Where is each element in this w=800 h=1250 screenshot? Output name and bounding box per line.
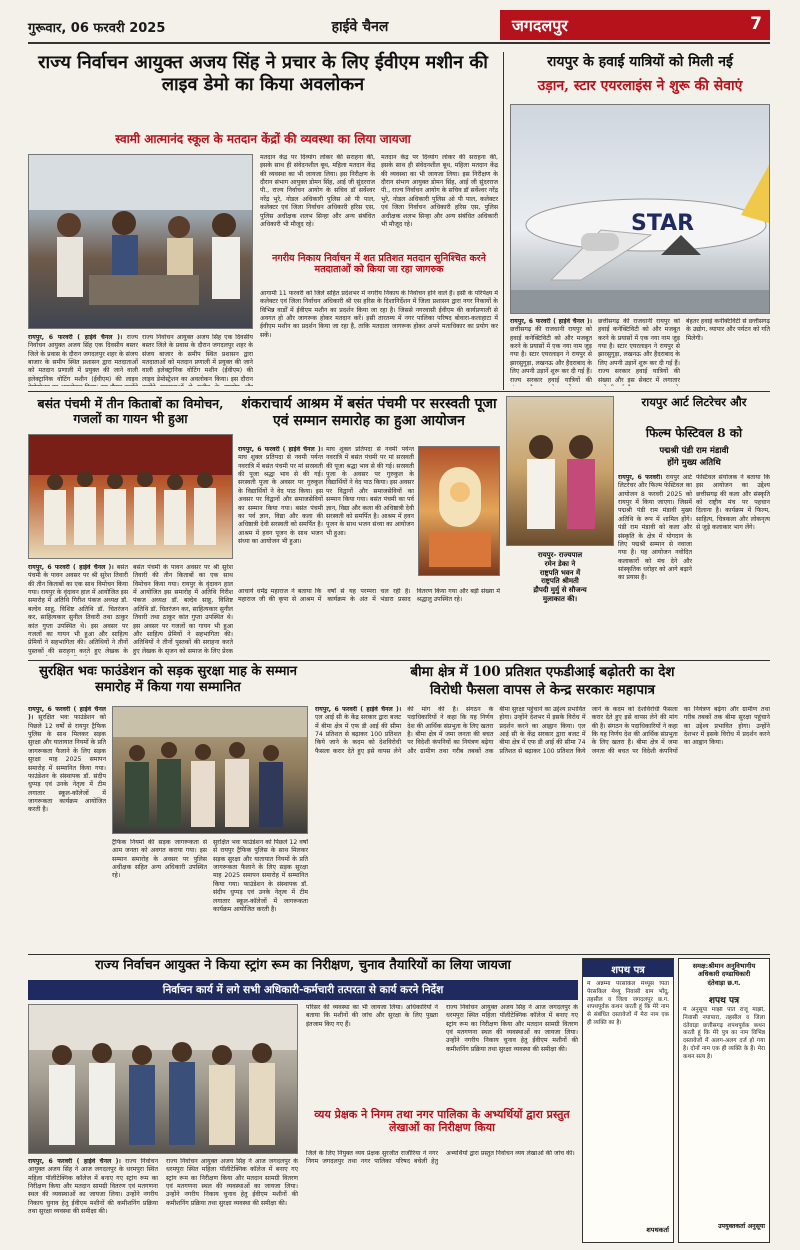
col-1 xyxy=(618,474,692,656)
affidavit-notice-2 xyxy=(678,958,770,1243)
airplane-icon xyxy=(511,105,770,314)
deity-figure xyxy=(419,447,500,576)
body-text: छत्तीसगढ़ की राजधानी रायपुर को हवाई कनेक्टिविटी को और मजबूत करने के प्रयासों में एक नया नाम जुड़ गया है। स्टार एयरलाइन ने रायपुर से झारसुगुड़ा, लखनऊ और हैदराबाद के लिए अपनी उड़ानें शुरू कर दी गई हैं। राज्य सरकार हवाई यात्रियों की xyxy=(510,326,592,384)
org-line-3: दंतेवाड़ा छ.ग. xyxy=(707,978,741,987)
masthead-rule xyxy=(28,42,770,44)
city-band xyxy=(500,10,770,40)
affidavit-notice-1 xyxy=(582,958,674,1243)
col-1 xyxy=(28,564,128,656)
row-rule-3 xyxy=(28,954,770,955)
body-text: राज्य निर्वाचन आयुक्त अजय सिंह एक दिवसीय बस्तर जिले के प्रवास के दौरान जगदलपुर शहर के संजय बाजार के समीप स्थित प्रशासन द्वारा मतदाताओं को मतदान प्रणाली में प्रयुक्त की जाने वाली इलेक्ट्रानिक वोटिंग मशीन (ईवीएम) की लाइव xyxy=(28,334,138,383)
col-2: माघ शुक्ल प्रतिपदा से नवमी पर्यन्त नवरात्रि में बसंत पंचमी पर मां सरस्वती की पूजा श्रद्धा भाव से की गई। सरस्वती पूजा के अवसर पर गुरुकुल के विद्यार्थियों ने वेद पाठ किया। इस अवसर पर विद्वानों और समाजसेवियों का सम्मान किया गया। बसंत पंचमी का पर्व ज्ञान, विद्या और कला की अधिष्ठात्री देवी सरस्वती को समर्पित है। आश्रम में हवन पूजन के साथ भजन संध्या का आयोजन भी हुआ। xyxy=(326,446,414,537)
notice-signature: शपथकर्ता xyxy=(646,1226,669,1234)
col-4: राज्य निर्वाचन आयुक्त अजय सिंह ने आज जगदलपुर के धरमपुरा स्थित महिला पॉलीटेक्निक कॉलेज में बनाए गए स्ट्रांग रूम का निरीक्षण किया और मतदान सामग्री वितरण एवं मतगणना स्थल की व्यवस्थाओं का जायजा लिया। उन्होंने नगरीय निकाय चुनाव हेतु ईवीएम मशीनों की कमीशनिंग प्रक्रिया तथा सुरक्षा व्यवस्था की समीक्षा की। xyxy=(446,1004,578,1053)
inspection-photo xyxy=(28,1004,298,1154)
row-rule-2 xyxy=(28,660,770,661)
svg-text:STAR: STAR xyxy=(631,211,695,236)
headline-2: फिल्म फेस्टिवल 8 को xyxy=(645,426,743,440)
body-text: सुरक्षित भवः फाउंडेशन को पिछले 12 वर्षों से रायपुर ट्रैफिक पुलिस के साथ मिलकर सड़क सुरक्षा और यातायात नियमों के प्रति जागरूकता फैलाने के लिए सड़क सुरक्षा माह 2025 समापन समारोह में सम्मानित किया गया। फाउंडेशन के संस्थापक डॉ. संदीप धुप्पड़ एवं उनके नेतृत्व में टीम लगातार स्कूल-कॉलेजों में जागरूकता कार्यक्रम आयोजित करती है। xyxy=(28,714,106,814)
caption-line-5: द्रौपदी मुर्मु से सौजन्य xyxy=(533,586,587,594)
caption-line-3: राष्ट्रपति भवन में xyxy=(539,568,581,577)
headline-2: उड़ान, स्टार एयरलाइंस ने शुरू की सेवाएं xyxy=(537,78,743,94)
caption-line-4: राष्ट्रपति श्रीमती xyxy=(541,577,579,586)
body-text: बसंत पंचमी के पावन अवसर पर श्री सुरेश तिवारी की तीन किताबों का एक साथ विमोचन किया गया। रायपुर के वृंदावन हाल में आयोजित इस समारोह में अतिथि गिरीश पंकज अध्यक्ष डॉ. बल्देव साहू, विशिष्ट अतिथि डॉ. चितरंजन कर, साहित्यकार सुनील तिवारी तथा ठाकुर कांत गुप्ता उपस्थित थे। इस अवसर पर गजलों का गायन भी हुआ और साहित्य प्रेमियों ने सहभागिता की। अतिथियों ने तीनों पुस्तकों की सराहना करते हुए लेखक के xyxy=(28,564,128,655)
article-governor-meeting xyxy=(506,396,614,656)
notice-title: शपथ पत्र xyxy=(611,965,645,976)
subhead: स्वामी आत्मानंद स्कूल के मतदान केंद्रों की व्यवस्था का लिया जायजा xyxy=(115,132,411,146)
col-1 xyxy=(510,318,592,386)
masthead xyxy=(0,0,800,50)
caption-line-6: मुलाकात की। xyxy=(542,594,578,603)
award-figures xyxy=(113,707,308,834)
headline: बीमा क्षेत्र में 100 प्रतिशत एफडीआई बढ़ोतरी का देश xyxy=(410,664,675,680)
col-2: बसंत पंचमी के पावन अवसर पर श्री सुरेश तिवारी की तीन किताबों का एक साथ विमोचन किया गया। रायपुर के वृंदावन हाल में आयोजित इस समारोह में अतिथि गिरीश पंकज अध्यक्ष डॉ. बल्देव साहू, विशिष्ट अतिथि डॉ. चितरंजन कर, साहित्यकार सुनील तिवारी तथा ठाकुर कांत गुप्ता उपस्थित थे। इस अवसर पर गजलों का गायन भी हुआ और साहित्य प्रेमियों ने सहभागिता की। अतिथियों ने तीनों पुस्तकों की सराहना करते हुए लेखक के सृजन को समाज के लिए प्रेरक xyxy=(133,564,233,655)
dateline: रायपुर, 6 फरवरी ( हाईवे चैनल )। xyxy=(510,318,592,325)
article-road-safety xyxy=(28,664,308,950)
notice-title: शपथ पत्र xyxy=(708,996,740,1006)
body-text: राज्य निर्वाचन आयुक्त अजय सिंह ने आज जगदलपुर के धरमपुरा स्थित महिला पॉलीटेक्निक कॉलेज में बनाए गए स्ट्रांग रूम का निरीक्षण किया और मतदान सामग्री वितरण एवं मतगणना स्थल की व्यवस्थाओं का जायजा लिया। उन्होंने नगरीय निकाय चुनाव हेतु ईवीएम मशीनों की कमीशनिंग प्रक्रिया तथा सुरक्षा व्यवस्था की समीक्षा की। xyxy=(28,1158,158,1216)
col-5: जिले के लिए नियुक्त व्यय प्रेक्षक सुरजीत राजौरिया ने नगर निगम जगदलपुर तथा नगर पालिका परिषद बचेली हेतु अभ्यर्थियों द्वारा प्रस्तुत निर्वाचन व्यय लेखाओं की जांच की। xyxy=(306,1150,575,1166)
headline: राज्य निर्वाचन आयुक्त ने किया स्ट्रांग रूम का निरीक्षण, चुनाव तैयारियों का लिया जायजा xyxy=(95,958,511,973)
col-1 xyxy=(28,706,106,950)
instruction-band xyxy=(28,980,578,1000)
caption-line-1: रायपुर- राज्यपाल xyxy=(537,551,583,559)
caption-line-2: रमेन डेका ने xyxy=(544,559,576,568)
col-2: फेस्टिवल संयोजक ने बताया कि इस आयोजन का उद्देश्य छत्तीसगढ़ की कला और संस्कृति को राष्ट्रीय मंच पर पहचान दिलाना है। कार्यक्रम में फिल्म, साहित्य, चित्रकला और लोकनृत्य से जुड़े कलाकार भाग लेंगे। xyxy=(696,474,770,532)
dateline: रायपुर, 6 फरवरी ( हाईवे चैनल )। xyxy=(28,334,123,341)
col-3: आचार्य धर्मेंद्र महाराज ने बताया कि महाराज जी की कृपा से आश्रम में वर्षों से यह परम्परा चल रही है। कार्यक्रम के अंत में भंडारा प्रसाद वितरण किया गया और बड़ी संख्या में श्रद्धालु उपस्थित रहे। xyxy=(238,588,500,604)
notice-body: मैं अनुसूया मांझी पति राजू मांझी, निवासी नयापारा, तहसील व जिला दंतेवाड़ा छत्तीसगढ़ शपथपूर्वक कथन करती हूं कि मेरे पुत्र का नाम विभिन्न दस्तावेजों में अलग-अलग दर्ज हो गया है। दोनों नाम एक ही व्यक्ति के हैं। मेरा कथन सत्य है। xyxy=(683,1007,765,1060)
row-rule xyxy=(28,391,770,392)
evm-photo-figures xyxy=(29,155,253,329)
award-photo xyxy=(112,706,308,834)
dateline: रायपुर, 6 फरवरी ( हाईवे चैनल )। xyxy=(238,446,323,453)
col-2: ट्रैफिक नियमों की सड़क जागरूकता से आम जनता को अवगत कराया गया। इस सम्मान समारोह के अवसर पर पुलिस अधीक्षक सहित अन्य अधिकारी उपस्थित रहे। xyxy=(112,839,207,880)
subhead-2: व्यय प्रेक्षक ने निगम तथा नगर पालिका के अभ्यर्थियों द्वारा प्रस्तुत लेखाओं का निरीक्षण किया xyxy=(314,1108,570,1135)
article-strong-room xyxy=(28,958,578,1243)
headline: रायपुर के हवाई यात्रियों को मिली नई xyxy=(547,54,733,70)
org-line-2: अधिकारी दण्डाधिकारी xyxy=(697,970,751,979)
notice-title-band xyxy=(583,959,673,977)
book-launch-photo xyxy=(28,434,233,559)
headline: राज्य निर्वाचन आयुक्त अजय सिंह ने प्रचार के लिए ईवीएम मशीन की लाइव डेमो का किया अवलोकन xyxy=(38,52,488,95)
article-saraswati-puja xyxy=(238,396,500,656)
body-text-continued: एल आई सी के केंद्र सरकार द्वारा बजट में बीमा क्षेत्र में एफ डी आई की सीमा 74 प्रतिशत से बढ़ाकर 100 प्रतिशत किये जाने के कदम को देशविरोधी फैसला करार देते हुए इसे वापस लेने की मांग की है। संगठन के पदाधिकारियों ने कहा कि यह निर्णय देश की आर्थिक संप्रभुता के लिए खतरा है। बीमा क्षेत्र में जमा जनता की बचत पर विदेशी कंपनियों का नियंत्रण बढ़ेगा और ग्रामीण तथा गरीब तबकों तक बीमा सुरक्षा पहुंचाने का उद्देश्य प्रभावित होगा। उन्होंने देशभर में इसके विरोध में प्रदर्शन करने का आह्वान किया। xyxy=(499,706,770,755)
notice-org xyxy=(679,962,769,987)
governor-figures xyxy=(507,397,614,546)
col-1 xyxy=(28,334,138,386)
headline: शंकराचार्य आश्रम में बसंत पंचमी पर सरस्वती पूजा एवं सम्मान समारोह का हुआ आयोजन xyxy=(241,396,497,429)
col-3: बेहतर हवाई कनेक्टिविटी से छत्तीसगढ़ के उद्योग, व्यापार और पर्यटन को गति मिलेगी। xyxy=(686,318,770,342)
body-text: माघ शुक्ल प्रतिपदा से नवमी पर्यन्त नवरात्रि में बसंत पंचमी पर मां सरस्वती की पूजा श्रद्धा भाव से की गई। सरस्वती पूजा के अवसर पर गुरुकुल के विद्यार्थियों ने वेद पाठ किया। इस अवसर पर विद्वानों और समाजसेवियों का सम्मान किया गया। बसंत पंचमी का पर्व ज्ञान, विद्या और कला की अधिष्ठात्री देवी सरस्वती को समर्पित है। आश्रम में हवन पूजन के साथ भजन संध्या का आयोजन भी हुआ। xyxy=(238,454,323,545)
article-book-launch xyxy=(28,396,233,656)
notice-body: मैं अन्नम्मा पेरसकिल मेथ्यूस पिता पेरसकिल मेथ्यू निवासी ग्राम भोंदू, तहसील व जिला जगदलपुर छ.ग. शपथपूर्वक कथन करती हूं कि मेरे नाम से संबंधित दस्तावेजों में मेरा नाम एक ही व्यक्ति का है। xyxy=(587,981,669,1027)
dateline: रायपुर, 6 फरवरी। xyxy=(618,474,663,481)
body-text: राज्य निर्वाचन आयुक्त अजय सिंह एक दिवसीय बस्तर जिले के प्रवास के दौरान जगदलपुर शहर के संजय बाजार के समीप स्थित प्रशासन द्वारा मतदाताओं को मतदान प्रणाली में प्रयुक्त की जाने वाली इलेक्ट्रानिक वोटिंग मशीन (ईवीएम) की लाइव डेमोस्ट्रेशन का अवलोकन किया। इस दौरान xyxy=(142,334,253,383)
paper-name: हाईवे चैनल xyxy=(331,19,389,35)
inspection-figures xyxy=(29,1005,298,1154)
body-text: एल आई सी के केंद्र सरकार द्वारा बजट में बीमा क्षेत्र में एफ डी आई की सीमा 74 प्रतिशत से बढ़ाकर 100 प्रतिशत किये जाने के कदम को देशविरोधी फैसला करार देते हुए इसे वापस लेने की मांग की है। संगठन के पदाधिकारियों ने कहा कि यह निर्णय देश की आर्थिक संप्रभुता के लिए खतरा है। बीमा क्षेत्र में जमा जनता की बचत पर विदेशी कंपनियों का नियंत्रण बढ़ेगा और ग्रामीण तथा गरीब तबकों तक बीमा सुरक्षा पहुंचाने का उद्देश्य प्रभावित होगा। उन्होंने देशभर में इसके विरोध में प्रदर्शन करने का आह्वान किया। xyxy=(315,706,586,755)
headline: बसंत पंचमी में तीन किताबों का विमोचन, गजलों का गायन भी हुआ xyxy=(37,396,224,426)
evm-photo xyxy=(28,154,253,329)
city-name: जगदलपुर xyxy=(512,16,568,35)
dateline: रायपुर, 6 फरवरी ( हाईवे चैनल )। xyxy=(28,1158,121,1165)
subhead: पद्मश्री पंडी राम मंडावी xyxy=(659,446,729,456)
col-3: मतदान केंद्र पर दिव्यांग लोकर की सराहना की, इसके साथ ही संवेदनशील बूथ, महिला मतदान केंद्र की व्यवस्था का भी जायजा लिया। इस निरीक्षण के दौरान संभाग आयुक्त डोमन सिंह, आई जी सुंदरराज पी., राज्य निर्वाचन आयोग के सचिव डॉ सर्वेश्वर नरेंद्र भुरे, नोडल अधिकारी पुलिस ओ पी पाल, कलेक्टर एवं जिला निर्वाचन अधिकारी हरिस एस, पुलिस अधीक्षक शलभ सिन्हा और अन्य संबंधित अधिकारी भी मौजूद रहे। xyxy=(260,154,375,228)
aircraft-photo xyxy=(510,104,770,314)
book-launch-figures xyxy=(29,435,233,559)
article-star-air xyxy=(510,52,770,387)
col-2 xyxy=(142,334,253,386)
headline-2: विरोधी फैसला वापस ले केन्द्र सरकारः महापात्र xyxy=(430,682,655,698)
org-line-1: समक्ष:श्रीमान अनुविभागीय xyxy=(692,962,756,970)
col-3: परिसर की व्यवस्था का भी जायजा लिया। अधिकारियों ने बताया कि मशीनों की जांच और सुरक्षा के लिए पुख्ता इंतजाम किए गए हैं। xyxy=(306,1004,438,1028)
article-film-festival xyxy=(618,396,770,656)
body-columns xyxy=(315,706,770,950)
page-number: 7 xyxy=(750,14,762,34)
headline: रायपुर आर्ट लिटरेचर और xyxy=(641,395,747,409)
col-1 xyxy=(238,446,323,581)
body-text: रायपुर आर्ट लिटरेचर और फिल्म फेस्टिवल का आयोजन 8 फरवरी 2025 को रायपुर में किया जाएगा। जिसमें पद्मश्री पंडी राम मंडावी मुख्य अतिथि के रूप में शामिल होंगे। पंडी राम मंडावी को कला और संस्कृति के क्षेत्र में योगदान के लिए पद्मश्री सम्मान से नवाजा गया है। यह आयोजन नवोदित कलाकारों को मंच देने और सांस्कृतिक धरोहर को आगे बढ़ाने का प्रयास है। xyxy=(618,474,692,582)
dateline: रायपुर, 6 फरवरी ( हाईवे चैनल )। xyxy=(28,564,114,571)
governor-photo xyxy=(506,396,614,546)
col-5: आगामी 11 फरवरी को जिले सहित प्रदेशभर में नगरीय निकाय के निर्वाचन होने वाले हैं। इसी के परिपेक्ष्य में कलेक्टर एवं जिला निर्वाचन अधिकारी श्री एस हरिस के दिशानिर्देशन में जिला प्रशासन द्वारा नगर निकायों के विभिन्न वार्डों में ईवीएम मशीन का प्रदर्शन किया जा रहा है। जिससे नगरवासी ईवीएम की कार्यप्रणाली से अवगत हो और जागरूक होकर मतदान करें। इसी तारतम्य में नगर पालिका परिषद बोवारा-कलाहाटा में ईवीएम मशीन का प्रदर्शन किया जा रहा है, ताकि मतदाता जागरूक होकर अपने मताधिकार का प्रयोग कर सकें। xyxy=(260,290,498,339)
col-2: छत्तीसगढ़ की राजधानी रायपुर को हवाई कनेक्टिविटी को और मजबूत करने के प्रयासों में एक नया नाम जुड़ गया है। स्टार एयरलाइन ने रायपुर से झारसुगुड़ा, लखनऊ और हैदराबाद के लिए अपनी उड़ानें शुरू कर दी गई हैं। राज्य सरकार हवाई यात्रियों की संख्या और इस सेक्टर में लगातार xyxy=(598,318,680,384)
article-evm-demo xyxy=(28,52,498,387)
article-insurance-fdi xyxy=(315,664,770,950)
column-divider xyxy=(503,52,504,390)
subhead-2: नगरीय निकाय निर्वाचन में शत प्रतिशत मतदान सुनिश्चित करने मतदाताओं को किया जा रहा जागरुक xyxy=(272,253,486,276)
dateline: रायपुर, 6 फरवरी ( हाईवे चैनल )। xyxy=(315,706,402,713)
subhead-2: होंगे मुख्य अतिथि xyxy=(667,458,721,468)
col-1 xyxy=(28,1158,158,1243)
notice-signature: उपयुक्तकर्ता अनुसूया xyxy=(718,1223,765,1230)
col-4: मतदान केंद्र पर दिव्यांग लोकर की सराहना की, इसके साथ ही संवेदनशील बूथ, महिला मतदान केंद्र की व्यवस्था का भी जायजा लिया। इस निरीक्षण के दौरान संभाग आयुक्त डोमन सिंह, आई जी सुंदरराज पी., राज्य निर्वाचन आयोग के सचिव डॉ सर्वेश्वर नरेंद्र भुरे, नोडल अधिकारी पुलिस ओ पी पाल, कलेक्टर एवं जिला निर्वाचन अधिकारी हरिस एस, पुलिस अधीक्षक शलभ सिन्हा और अन्य संबंधित अधिकारी भी मौजूद रहे। xyxy=(381,154,498,228)
issue-date: गुरूवार, 06 फरवरी 2025 xyxy=(28,21,166,36)
photo-caption xyxy=(506,551,614,604)
col-2: राज्य निर्वाचन आयुक्त अजय सिंह ने आज जगदलपुर के धरमपुरा स्थित महिला पॉलीटेक्निक कॉलेज में बनाए गए स्ट्रांग रूम का निरीक्षण किया और मतदान सामग्री वितरण एवं मतगणना स्थल की व्यवस्थाओं का जायजा लिया। उन्होंने नगरीय निकाय चुनाव हेतु ईवीएम मशीनों की कमीशनिंग प्रक्रिया तथा सुरक्षा व्यवस्था की समीक्षा की। xyxy=(166,1158,298,1207)
col-3: सुरक्षित भवः फाउंडेशन को पिछले 12 वर्षों से रायपुर ट्रैफिक पुलिस के साथ मिलकर सड़क सुरक्षा और यातायात नियमों के प्रति जागरूकता फैलाने के लिए सड़क सुरक्षा माह 2025 समापन समारोह में सम्मानित किया गया। फाउंडेशन के संस्थापक डॉ. संदीप धुप्पड़ एवं उनके नेतृत्व में टीम लगातार स्कूल-कॉलेजों में जागरूकता कार्यक्रम आयोजित करती है। xyxy=(213,839,308,913)
ashram-photo xyxy=(418,446,500,576)
headline: सुरक्षित भवः फाउंडेशन को सड़क सुरक्षा माह के सम्मान समारोह में किया गया सम्मानित xyxy=(39,664,297,695)
dateline: रायपुर, 6 फरवरी ( हाईवे चैनल )। xyxy=(28,706,106,722)
band-text: निर्वाचन कार्य में लगे सभी अधिकारी-कर्मचारी तत्परता से कार्य करने निर्देश xyxy=(162,984,444,996)
